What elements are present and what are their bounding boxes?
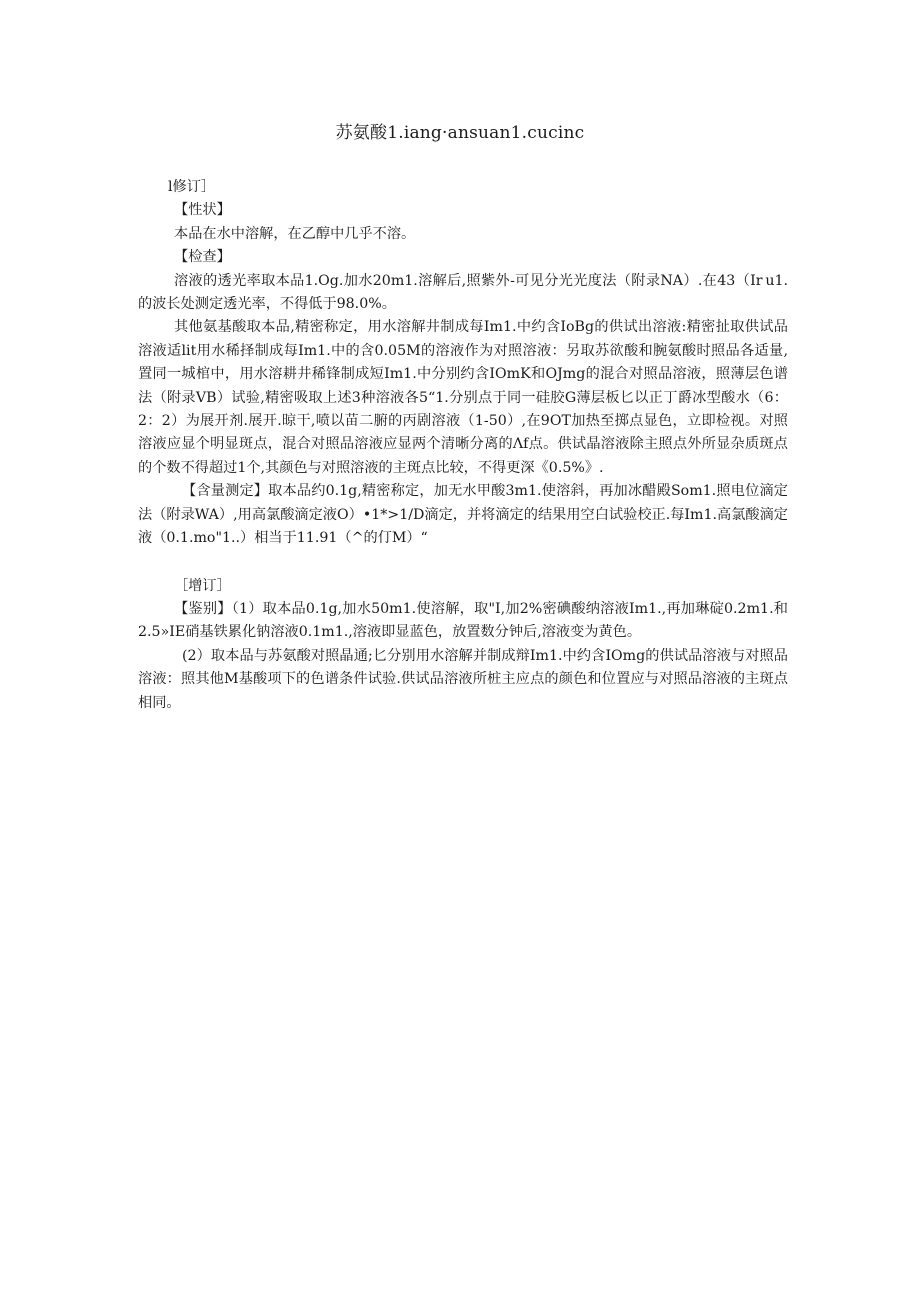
document-body xyxy=(138,176,788,715)
identification-paragraph-1: 【鉴别】（1）取本品0.1g,加水50m1.使溶解，取"I,加2%密碘酸纳溶液Im1.,再加琳碇0.2m1.和2.5»IE硝基铁累化钠溶液0.1m1.,溶液即显蓝色，放置数分钟后,溶液变为黄色。 xyxy=(138,600,788,641)
assay-paragraph: 【含量测定】取本品约0.1g,精密称定，加无水甲酸3m1.使溶斜，再加冰醋殿Som1.照电位滴定法（附录WA）,用高氯酸滴定液O）•1*>1/D滴定，并将滴定的结果用空白试验校正.每Im1.高氯酸滴定液（0.1.mo"1..）相当于11.91（^的仃M）“ xyxy=(138,483,788,547)
revision-heading: l修订］ xyxy=(168,179,216,195)
section-heading-inspection: 【检查】 xyxy=(174,249,231,266)
other-amino-acids-paragraph: 其他氨基酸取本品,精密称定，用水溶解井制成每Im1.中约含IoBg的供试出溶液:精密扯取供试品溶液适lit用水稀择制成每Im1.中的含0.05M的溶液作为对照溶液：另取苏欲酸和腕氨酸时照品各适量,置同一城棺中，用水溶耕井稀锋制成短Im1.中分别约含IOmK和OJmg的混合对照品溶液，照薄层色谱法（附录VB）试验,精密吸取上述3种溶液各5“1.分别点于同一硅胶G薄层板匕以正丁爵冰型酸水（6：2：2）为展开剂.展开.晾干,喷以苗二腑的丙剧溶液（1-50）,在9OT加热至掷点显色，立即检视。对照溶液应显个明显斑点，混合对照品溶液应显两个清晰分离的Λf点。供试晶溶液除主照点外所显杂质斑点的个数不得超过1个,其颜色与对照溶液的主斑点比较，不得更深《0.5%》. xyxy=(138,319,788,476)
transmittance-paragraph: 溶液的透光率取本品1.Og.加水20m1.溶解后,照紫外-可见分光光度法（附录NA）.在43（Ir u1.的波长处测定透光率，不得低于98.0%。 xyxy=(138,272,788,313)
properties-paragraph: 本品在水中溶解，在乙醇中几乎不溶。 xyxy=(174,225,416,242)
document-title: 苏氨酸1.iang·ansuan1.cucinc xyxy=(335,123,585,143)
section-heading-properties: 【性状】 xyxy=(174,202,231,219)
addition-heading: ［增订］ xyxy=(174,577,231,594)
section-spacer xyxy=(138,551,788,575)
identification-paragraph-2: (2）取本品与苏氨酸对照晶通;匕分别用水溶解并制成辩Im1.中约含IOmg的供试品溶液与对照品溶液：照其他M基酸项下的色谱条件试验.供试品溶液所桩主应点的颜色和位置应与对照品溶液的主斑点相同。 xyxy=(138,647,788,711)
